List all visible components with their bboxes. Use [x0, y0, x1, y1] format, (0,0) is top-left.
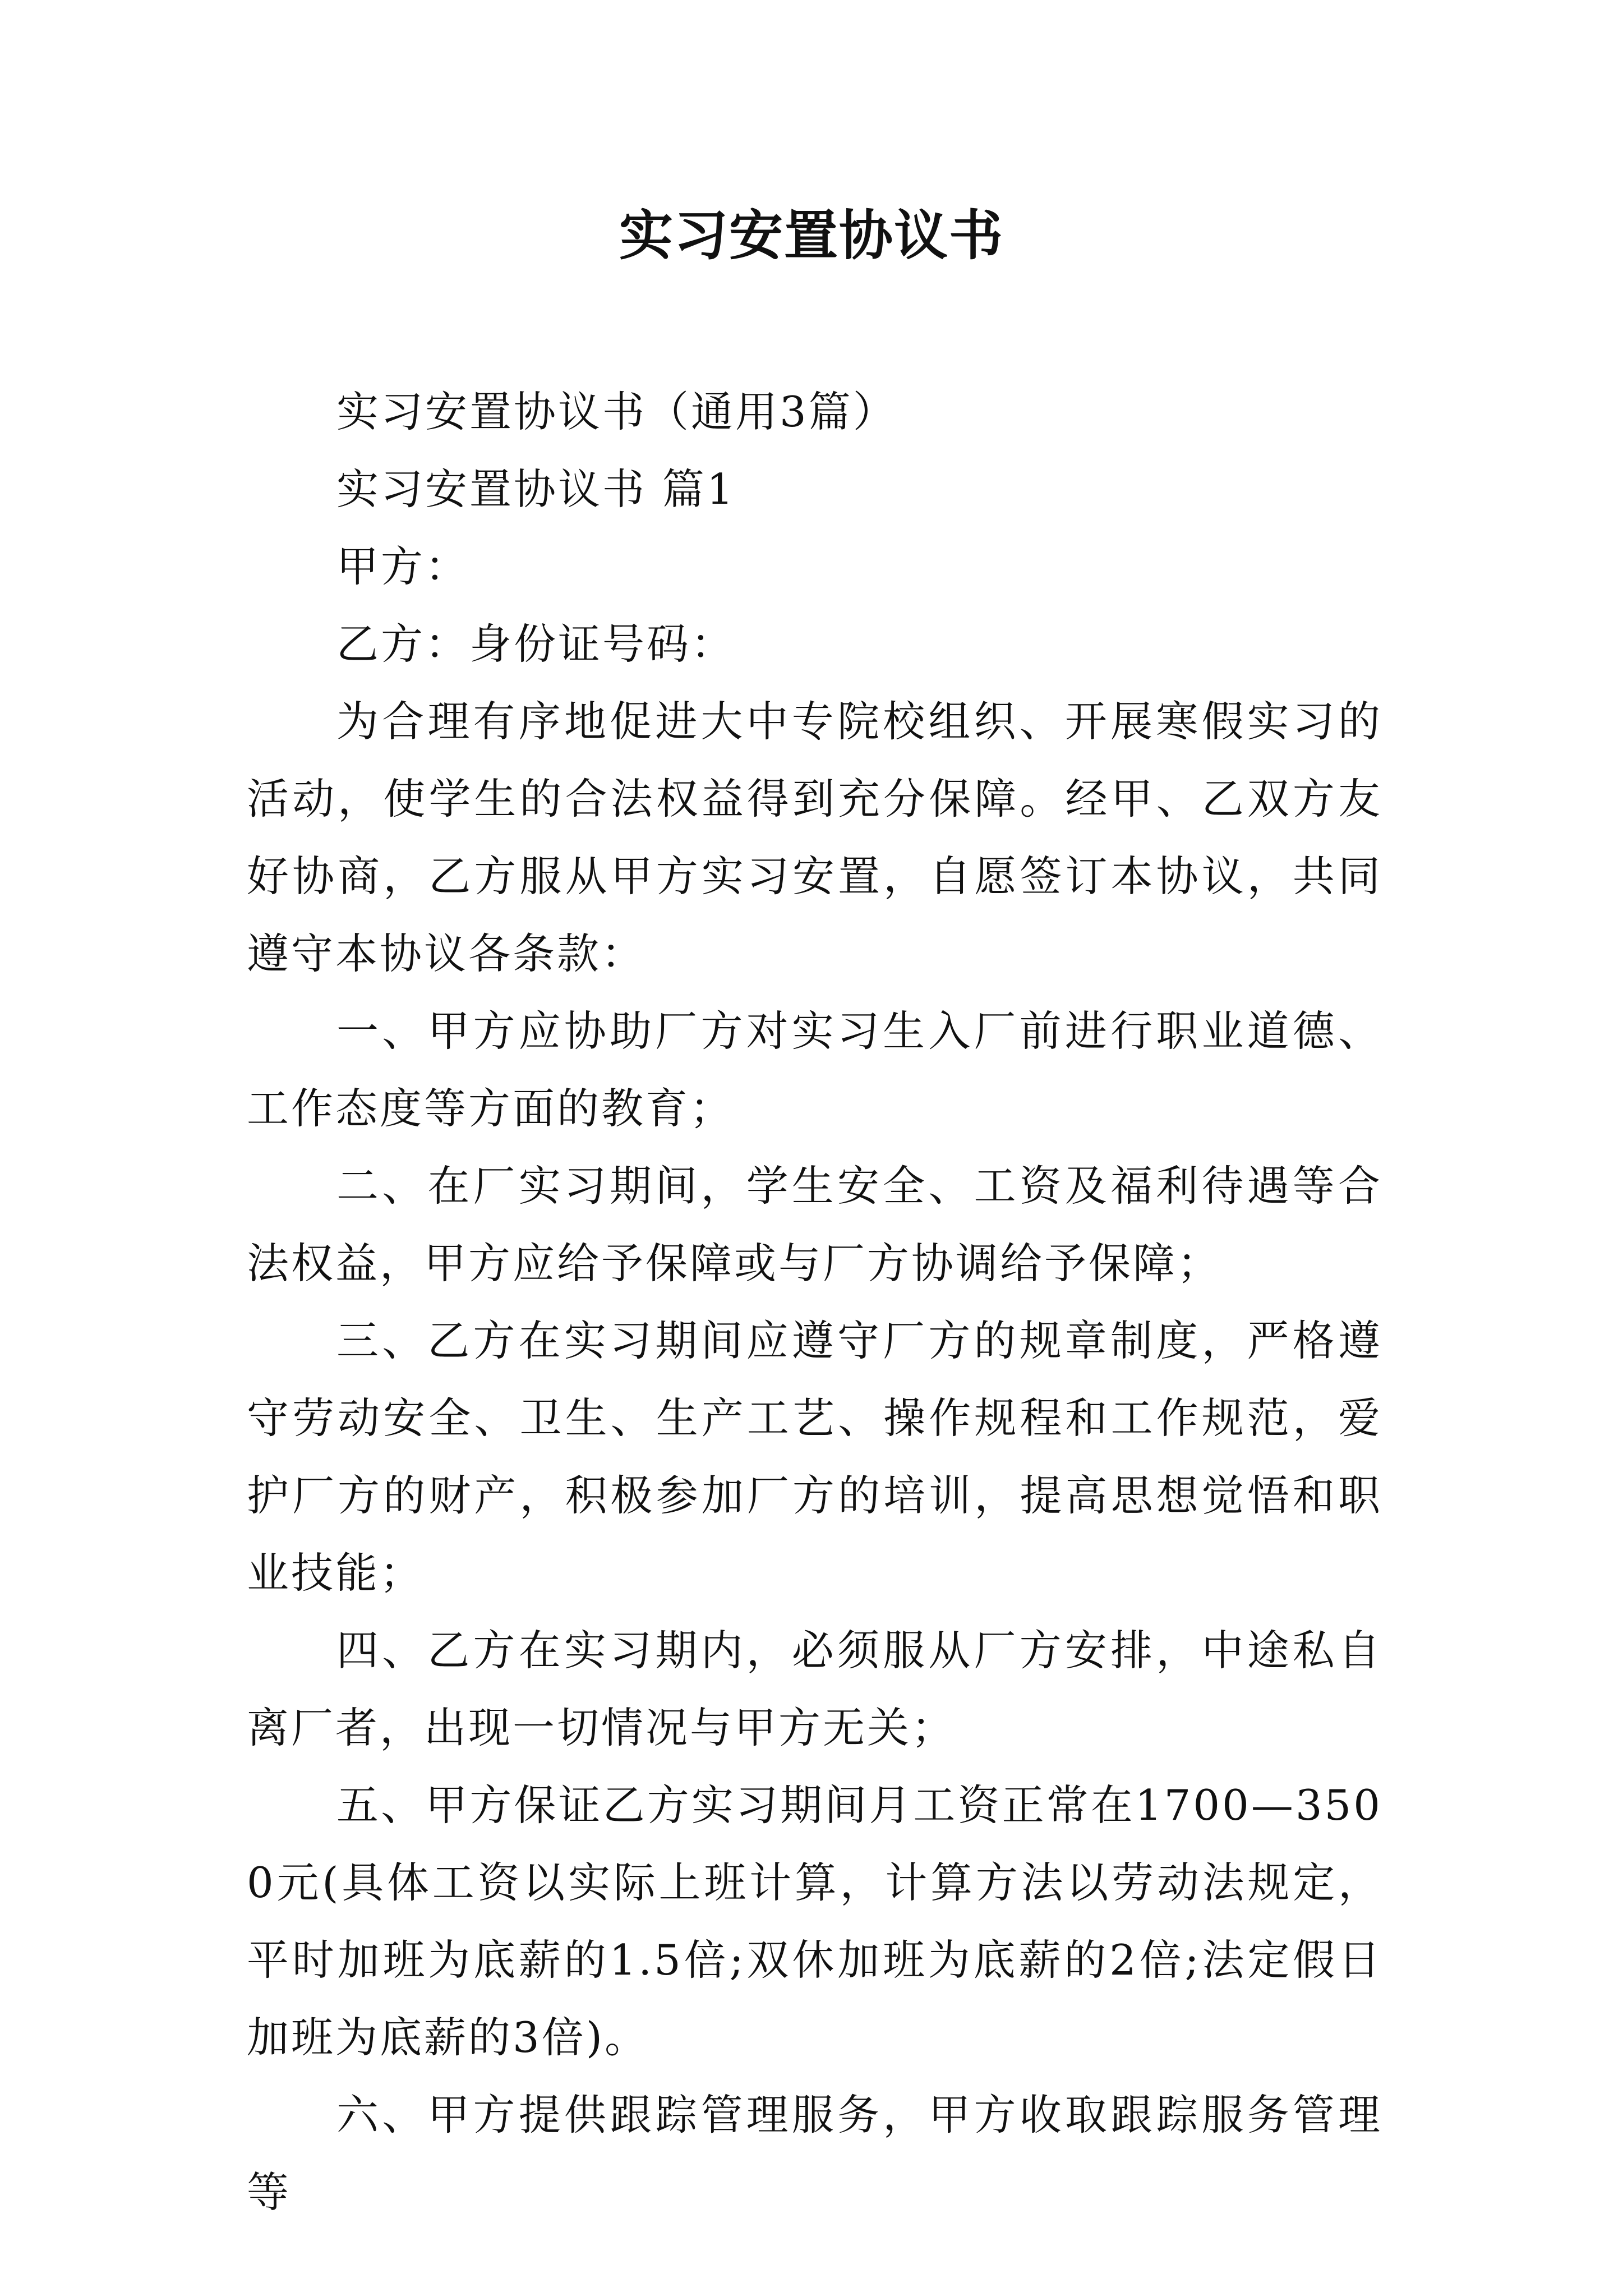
paragraph-section-heading: 实习安置协议书 篇1	[336, 464, 736, 514]
paragraph-clause-5: 五、甲方保证乙方实习期间月工资正常在1700—3500元(具体工资以实际上班计算，计算方法以劳动法规定，平时加班为底薪的1.5倍;双休加班为底薪的2倍;法定假日加班为底薪的3倍)。	[247, 1780, 1382, 2062]
paragraph-clause-3: 三、乙方在实习期间应遵守厂方的规章制度，严格遵守劳动安全、卫生、生产工艺、操作规程和工作规范，爱护厂方的财产，积极参加厂方的培训，提高思想觉悟和职业技能；	[247, 1316, 1382, 1598]
paragraph-party-a: 甲方：	[336, 542, 470, 591]
document-title: 实习安置协议书	[619, 204, 1004, 267]
paragraph-clause-6: 六、甲方提供跟踪管理服务，甲方收取跟踪服务管理等	[247, 2090, 1382, 2217]
paragraph-clause-4: 四、乙方在实习期内，必须服从厂方安排，中途私自离厂者，出现一切情况与甲方无关；	[247, 1626, 1382, 1752]
paragraph-party-b: 乙方：身份证号码：	[336, 619, 736, 669]
paragraph-clause-2: 二、在厂实习期间，学生安全、工资及福利待遇等合法权益，甲方应给予保障或与厂方协调给予保障；	[247, 1161, 1382, 1288]
paragraph-subtitle: 实习安置协议书（通用3篇）	[336, 387, 897, 436]
document-body	[247, 373, 1382, 2231]
paragraph-clause-1: 一、甲方应协助厂方对实习生入厂前进行职业道德、工作态度等方面的教育；	[247, 1006, 1382, 1133]
paragraph-preamble: 为合理有序地促进大中专院校组织、开展寒假实习的活动，使学生的合法权益得到充分保障。经甲、乙双方友好协商，乙方服从甲方实习安置，自愿签订本协议，共同遵守本协议各条款：	[247, 697, 1382, 978]
